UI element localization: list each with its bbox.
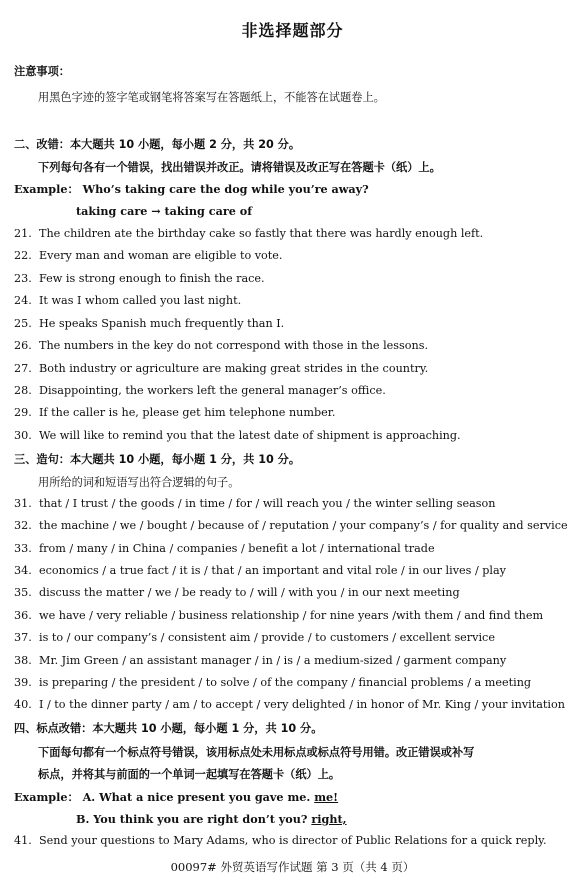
page-title: 非选择题部分 (241, 21, 344, 40)
list-item: 30. We will like to remind you that the latest date of shipment is approaching. (14, 429, 461, 442)
list-item: 35. discuss the matter / we / be ready to / will / with you / in our next meeting (14, 586, 460, 599)
section4-heading: 四、标点改错：本大题共 10 小题，每小题 1 分，共 10 分。 (14, 722, 323, 735)
list-item: 34. economics / a true fact / it is / that / an important and vital role / in our lives / play (14, 564, 506, 577)
example-a-answer: me! (314, 790, 339, 804)
list-item: 36. we have / very reliable / business relationship / for nine years /with them / and find them (14, 609, 544, 622)
list-item: 24. It was I whom called you last night. (14, 294, 242, 307)
list-item: 29. If the caller is he, please get him telephone number. (14, 406, 336, 419)
list-item: 26. The numbers in the key do not correspond with those in the lessons. (14, 339, 429, 352)
section4-instruction-line1: 下面每句都有一个标点符号错误，该用标点处未用标点或标点符号用错。改正错误或补写 (38, 746, 475, 759)
list-item: 28. Disappointing, the workers left the general manager’s office. (14, 384, 386, 397)
list-item: 33. from / many / in China / companies / benefit a lot / international trade (14, 542, 435, 555)
section2-heading: 二、改错：本大题共 10 小题，每小题 2 分，共 20 分。 (14, 138, 301, 151)
list-item: 32. the machine / we / bought / because of / reputation / your company’s / for quality and service (14, 519, 568, 532)
list-item: 38. Mr. Jim Green / an assistant manager / in / is / a medium-sized / garment company (14, 654, 507, 667)
list-item: 22. Every man and woman are eligible to vote. (14, 249, 283, 262)
example-b-answer: right, (311, 812, 347, 826)
list-item: 31. that / I trust / the goods / in time / for / will reach you / the winter selling season (14, 497, 496, 510)
section2-example-answer: taking care → taking care of (76, 204, 253, 218)
section4-example-a: Example： A. What a nice present you gave me. me! (14, 790, 339, 804)
section4-example-b: B. You think you are right don’t you? right, (76, 812, 347, 826)
section4-instruction-line2: 标点，并将其与前面的一个单词一起填写在答题卡（纸）上。 (38, 768, 341, 781)
section3-heading: 三、造句：本大题共 10 小题，每小题 1 分，共 10 分。 (14, 453, 301, 466)
list-item: 23. Few is strong enough to finish the race. (14, 272, 265, 285)
notes-text: 用黑色字迹的签字笔或钢笔将答案写在答题纸上，不能答在试题卷上。 (38, 91, 385, 104)
example-label: Example： (14, 790, 79, 804)
section3-instruction: 用所给的词和短语写出符合逻辑的句子。 (38, 476, 240, 489)
notes-heading: 注意事项： (14, 65, 70, 78)
section2-example (14, 181, 369, 197)
list-item: 39. is preparing / the president / to solve / of the company / financial problems / a meeting (14, 676, 532, 689)
example-sentence: Who’s taking care the dog while you’re away? (82, 182, 369, 196)
list-item: 37. is to / our company’s / consistent aim / provide / to customers / excellent service (14, 631, 495, 644)
section2-instruction: 下列每句各有一个错误，找出错误并改正。请将错误及改正写在答题卡（纸）上。 (38, 161, 441, 174)
list-item: 25. He speaks Spanish much frequently than I. (14, 317, 285, 330)
list-item: 41. Send your questions to Mary Adams, who is director of Public Relations for a quick reply. (14, 834, 547, 847)
list-item: 21. The children ate the birthday cake so fastly that there was hardly enough left. (14, 227, 484, 240)
list-item: 27. Both industry or agriculture are making great strides in the country. (14, 362, 429, 375)
list-item: 40. I / to the dinner party / am / to accept / very delighted / in honor of Mr. King / your invitation (14, 698, 565, 711)
example-label: Example： (14, 182, 79, 196)
page-footer: 00097# 外贸英语写作试题 第 3 页（共 4 页） (170, 860, 415, 874)
